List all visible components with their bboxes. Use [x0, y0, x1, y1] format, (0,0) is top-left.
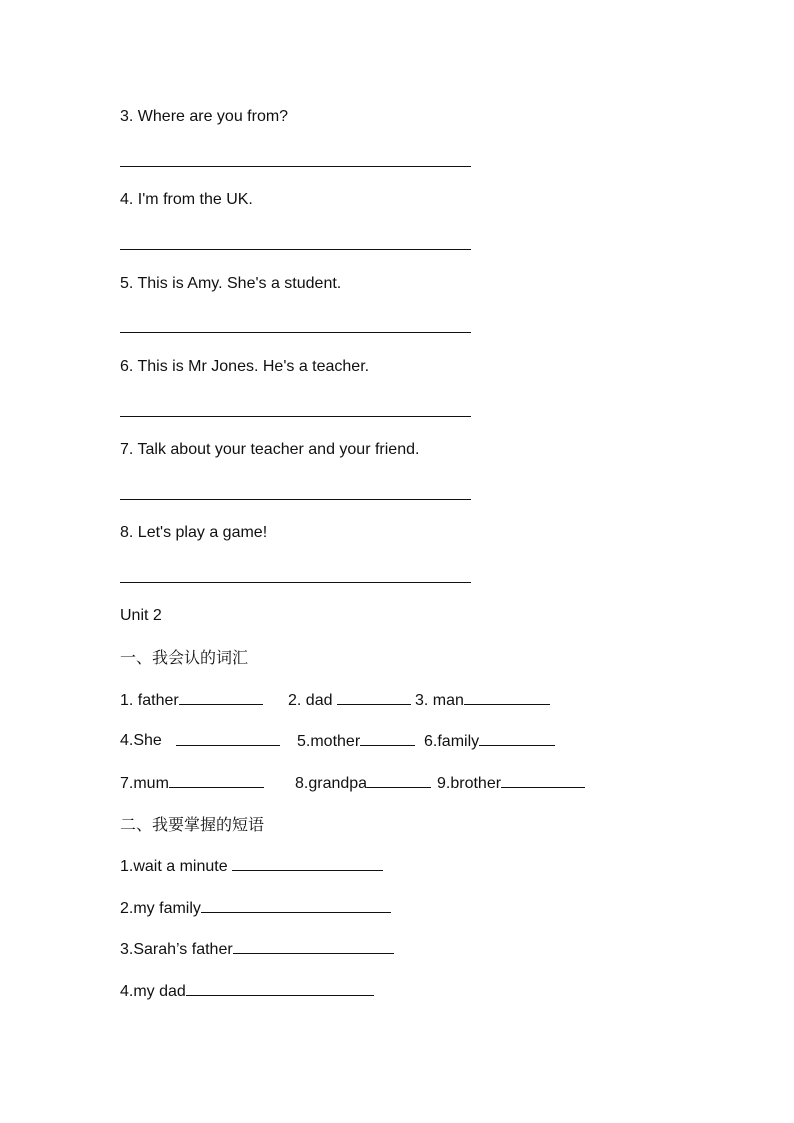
- vocab-word-brother: 9.brother: [437, 775, 502, 792]
- vocab-word-dad: 2. dad: [288, 692, 333, 709]
- vocab-blank-man[interactable]: [464, 690, 550, 705]
- phrase-blank-4[interactable]: [186, 981, 374, 996]
- vocab-word-father: 1. father: [120, 692, 179, 709]
- answer-line-7[interactable]: [120, 499, 471, 500]
- phrase-row-1: [120, 856, 383, 877]
- answer-line-5[interactable]: [120, 332, 471, 333]
- vocab-blank-dad[interactable]: [337, 690, 411, 705]
- vocab-blank-mum[interactable]: [169, 773, 264, 788]
- section-heading-phrases: 二、我要掌握的短语: [120, 815, 265, 834]
- phrase-row-3: [120, 939, 394, 960]
- question-3: 3. Where are you from?: [120, 108, 289, 125]
- answer-line-8[interactable]: [120, 582, 471, 583]
- vocab-blank-grandpa[interactable]: [367, 773, 431, 788]
- question-7: 7. Talk about your teacher and your friend.: [120, 441, 420, 458]
- vocab-row-2: [120, 731, 600, 751]
- question-8: 8. Let's play a game!: [120, 524, 268, 541]
- vocab-row-3: [120, 773, 600, 793]
- vocab-blank-she[interactable]: [176, 731, 280, 746]
- vocab-word-family: 6.family: [424, 733, 480, 750]
- question-6: 6. This is Mr Jones. He's a teacher.: [120, 358, 370, 375]
- vocab-blank-father[interactable]: [179, 690, 263, 705]
- section-heading-vocab: 一、我会认的词汇: [120, 648, 249, 667]
- phrase-blank-2[interactable]: [201, 898, 391, 913]
- answer-line-4[interactable]: [120, 249, 471, 250]
- vocab-blank-family[interactable]: [479, 731, 555, 746]
- vocab-blank-brother[interactable]: [501, 773, 585, 788]
- vocab-word-mum: 7.mum: [120, 775, 169, 792]
- phrase-sarahs-father: 3.Sarah’s father: [120, 941, 233, 958]
- question-5: 5. This is Amy. She's a student.: [120, 275, 342, 292]
- answer-line-6[interactable]: [120, 416, 471, 417]
- phrase-wait-a-minute: 1.wait a minute: [120, 858, 228, 875]
- vocab-word-man: 3. man: [415, 692, 464, 709]
- phrase-row-4: [120, 981, 374, 1002]
- vocab-word-grandpa: 8.grandpa: [295, 775, 368, 792]
- vocab-blank-mother[interactable]: [360, 731, 415, 746]
- phrase-my-family: 2.my family: [120, 900, 201, 917]
- answer-line-3[interactable]: [120, 166, 471, 167]
- phrase-blank-3[interactable]: [233, 939, 394, 954]
- question-4: 4. I'm from the UK.: [120, 191, 253, 208]
- phrase-row-2: [120, 898, 391, 919]
- unit-title: Unit 2: [120, 607, 162, 624]
- vocab-word-mother: 5.mother: [297, 733, 361, 750]
- vocab-word-she: 4.She: [120, 732, 162, 749]
- phrase-my-dad: 4.my dad: [120, 983, 186, 1000]
- phrase-blank-1[interactable]: [232, 856, 383, 871]
- vocab-row-1: [120, 690, 600, 710]
